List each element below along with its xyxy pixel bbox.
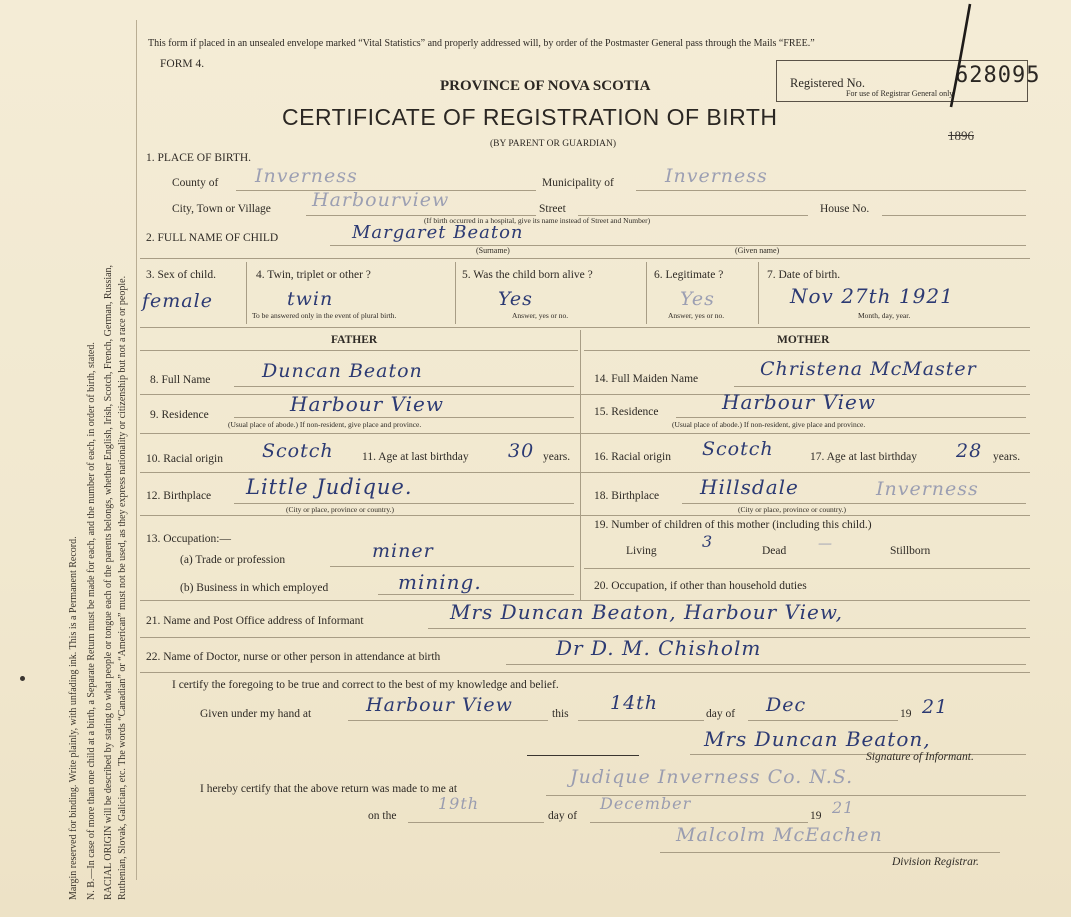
alive-note: Answer, yes or no. (512, 311, 569, 320)
informant-value: Mrs Duncan Beaton, Harbour View, (450, 600, 843, 624)
province-heading: PROVINCE OF NOVA SCOTIA (440, 78, 651, 94)
twin-note: To be answered only in the event of plural birth. (252, 311, 397, 320)
informant-signature: Mrs Duncan Beaton, (704, 727, 931, 751)
given-year-value: 21 (922, 696, 949, 718)
mother-name-label: 14. Full Maiden Name (594, 373, 699, 385)
father-racial-label: 10. Racial origin (146, 453, 223, 465)
place-of-birth-label: 1. PLACE OF BIRTH. (146, 152, 252, 164)
mother-racial-label: 16. Racial origin (594, 451, 671, 463)
mother-birthplace-value-2: Inverness (876, 478, 979, 500)
child-name-line (330, 245, 1026, 246)
hospital-note: (If birth occurred in a hospital, give its name instead of Street and Number) (424, 216, 651, 225)
parents-divider (580, 330, 581, 600)
doctor-value: Dr D. M. Chisholm (556, 636, 762, 660)
row-3-bottom-line (140, 327, 1030, 328)
ink-slash-mark (925, 2, 975, 112)
doctor-label: 22. Name of Doctor, nurse or other person in attendance at birth (146, 651, 441, 663)
father-trade-value: miner (372, 540, 434, 562)
registrar-year-prefix: 19 (810, 810, 822, 822)
father-name-value: Duncan Beaton (262, 360, 423, 382)
margin-note-racial-origin-cont: Ruthenian, Slovak, Galician, etc. The words “Canadian” or “American” must not be used, as they express nationality or citizenship but not a race or people. (117, 275, 128, 900)
certificate-subtitle: (BY PARENT OR GUARDIAN) (490, 139, 617, 149)
registered-number-label: Registered No. (790, 76, 865, 90)
father-age-years: years. (543, 451, 571, 463)
surname-note: (Surname) (476, 246, 510, 255)
registrar-use-note: For use of Registrar General only. (846, 89, 955, 98)
mother-age-value: 28 (956, 440, 983, 462)
given-place-line (348, 720, 548, 721)
registrar-place-value: Judique Inverness Co. N.S. (570, 766, 854, 788)
father-heading: FATHER (331, 334, 378, 346)
registrar-day-of-label: day of (548, 810, 578, 822)
registrar-signature: Malcolm McEachen (676, 824, 883, 846)
given-day-of-label: day of (706, 708, 736, 720)
mother-living-label: Living (626, 545, 657, 557)
dob-label: 7. Date of birth. (767, 269, 841, 281)
father-name-label: 8. Full Name (150, 374, 211, 386)
mother-age-years: years. (993, 451, 1021, 463)
county-value: Inverness (255, 165, 358, 187)
given-place-value: Harbour View (366, 694, 513, 716)
father-birthplace-value: Little Judique. (246, 475, 413, 499)
row-22-bottom-line (140, 672, 1030, 673)
margin-note-binding: Margin reserved for binding. Write plainly, with unfading ink. This is a Permanent Record. (68, 536, 79, 900)
child-name-label: 2. FULL NAME OF CHILD (146, 232, 279, 244)
given-month-line (748, 720, 898, 721)
mother-residence-line (676, 417, 1026, 418)
father-birthplace-label: 12. Birthplace (146, 490, 212, 502)
informant-signature-caption: Signature of Informant. (866, 751, 974, 763)
given-name-note: (Given name) (735, 246, 780, 255)
father-residence-line (234, 417, 574, 418)
given-month-value: Dec (766, 694, 807, 716)
informant-label: 21. Name and Post Office address of Informant (146, 615, 364, 627)
father-business-line (378, 594, 574, 595)
father-age-label: 11. Age at last birthday (362, 451, 469, 463)
twin-value: twin (287, 288, 334, 310)
row-3-divider-3 (646, 262, 647, 324)
street-label: Street (539, 203, 566, 215)
mother-stillborn-label: Stillborn (890, 545, 931, 557)
given-under-label: Given under my hand at (200, 708, 312, 720)
sex-label: 3. Sex of child. (146, 269, 216, 281)
municipality-line (636, 190, 1026, 191)
form-number: FORM 4. (160, 58, 205, 70)
informant-signature-line (690, 754, 1026, 755)
father-trade-line (330, 566, 574, 567)
child-name-value: Margaret Beaton (352, 222, 524, 243)
registrar-signature-line (660, 852, 1000, 853)
margin-note-racial-origin: RACIAL ORIGIN will be described by stating to what people or tongue each of the parents belongs, whether English, Irish, Scotch, French, German, Russian, (103, 264, 114, 900)
mother-dead-value: — (818, 536, 833, 552)
twin-label: 4. Twin, triplet or other ? (256, 269, 371, 281)
county-label: County of (172, 177, 219, 189)
registrar-caption: Division Registrar. (892, 856, 979, 868)
father-business-label: (b) Business in which employed (180, 582, 329, 594)
mother-heading-line (584, 350, 1030, 351)
mother-living-value: 3 (702, 532, 714, 551)
house-no-line (882, 215, 1026, 216)
this-label: this (552, 708, 569, 720)
legitimate-label: 6. Legitimate ? (654, 269, 724, 281)
dob-value: Nov 27th 1921 (790, 284, 954, 308)
registrar-day-value: 19th (438, 794, 480, 813)
informant-line (428, 628, 1026, 629)
registrar-month-value: December (600, 794, 692, 813)
father-occupation-label: 13. Occupation:— (146, 533, 231, 545)
row-3-divider-4 (758, 262, 759, 324)
given-day-value: 14th (610, 692, 659, 714)
given-day-line (578, 720, 704, 721)
row-8-bottom-line (140, 394, 1030, 395)
father-residence-label: 9. Residence (150, 409, 209, 421)
certificate-title: CERTIFICATE OF REGISTRATION OF BIRTH (282, 104, 778, 130)
row-12-bottom-line (140, 515, 1030, 516)
father-business-value: mining. (398, 570, 482, 594)
doctor-line (506, 664, 1026, 665)
punch-hole-mark (20, 676, 25, 681)
alive-label: 5. Was the child born alive ? (462, 269, 593, 281)
row-3-top-line (140, 258, 1030, 259)
on-the-label: on the (368, 810, 397, 822)
mother-birthplace-label: 18. Birthplace (594, 490, 660, 502)
father-name-line (234, 386, 574, 387)
registrar-day-line (408, 822, 544, 823)
mother-birthplace-note: (City or place, province or country.) (738, 505, 847, 514)
father-age-value: 30 (508, 440, 535, 462)
mother-occupation-label: 20. Occupation, if other than household duties (594, 580, 807, 592)
mother-heading: MOTHER (777, 334, 830, 346)
municipality-value: Inverness (665, 165, 768, 187)
mother-racial-value: Scotch (702, 438, 774, 460)
house-no-label: House No. (820, 203, 870, 215)
row-10-bottom-line (140, 472, 1030, 473)
mother-children-label: 19. Number of children of this mother (including this child.) (594, 519, 872, 531)
mother-residence-value: Harbour View (722, 390, 877, 414)
registrar-statement: I hereby certify that the above return was made to me at (200, 783, 458, 795)
mother-name-line (734, 386, 1026, 387)
mother-birthplace-line (682, 503, 1026, 504)
given-year-prefix: 19 (900, 708, 912, 720)
row-9-bottom-line (140, 433, 1030, 434)
city-value: Harbourview (312, 189, 450, 211)
divider-short-line (527, 755, 639, 756)
legitimate-value: Yes (680, 288, 715, 310)
row-19-bottom-line (584, 568, 1030, 569)
father-residence-note: (Usual place of abode.) If non-resident, give place and province. (228, 420, 422, 429)
sex-value: female (142, 290, 213, 312)
registrar-year-value: 21 (832, 798, 855, 817)
mother-residence-note: (Usual place of abode.) If non-resident, give place and province. (672, 420, 866, 429)
crossed-number: 1896 (948, 128, 974, 143)
row-3-divider-2 (455, 262, 456, 324)
row-3-divider-1 (246, 262, 247, 324)
mother-name-value: Christena McMaster (760, 358, 977, 380)
father-racial-value: Scotch (262, 440, 334, 462)
registered-number-value: 628095 (955, 63, 1041, 88)
binding-margin-line (136, 20, 137, 880)
alive-value: Yes (498, 288, 533, 310)
father-trade-label: (a) Trade or profession (180, 554, 286, 566)
legitimate-note: Answer, yes or no. (668, 311, 725, 320)
mail-notice: This form if placed in an unsealed envelope marked “Vital Statistics” and properly addressed will, by order of the Postmaster General pass through the Mails “FREE.” (148, 38, 815, 49)
dob-note: Month, day, year. (858, 311, 911, 320)
municipality-label: Municipality of (542, 177, 614, 189)
mother-age-label: 17. Age at last birthday (810, 451, 917, 463)
father-heading-line (140, 350, 578, 351)
mother-residence-label: 15. Residence (594, 406, 659, 418)
registrar-month-line (590, 822, 808, 823)
mother-birthplace-value: Hillsdale (700, 475, 799, 499)
certify-statement: I certify the foregoing to be true and correct to the best of my knowledge and belief. (172, 679, 559, 691)
mother-dead-label: Dead (762, 545, 787, 557)
father-residence-value: Harbour View (290, 392, 445, 416)
father-birthplace-note: (City or place, province or country.) (286, 505, 395, 514)
margin-note-nb: N. B.—In case of more than one child at a birth, a Separate Return must be made for each, and the number of each, in order of birth, stated. (86, 342, 97, 900)
city-label: City, Town or Village (172, 203, 271, 215)
father-birthplace-line (234, 503, 574, 504)
